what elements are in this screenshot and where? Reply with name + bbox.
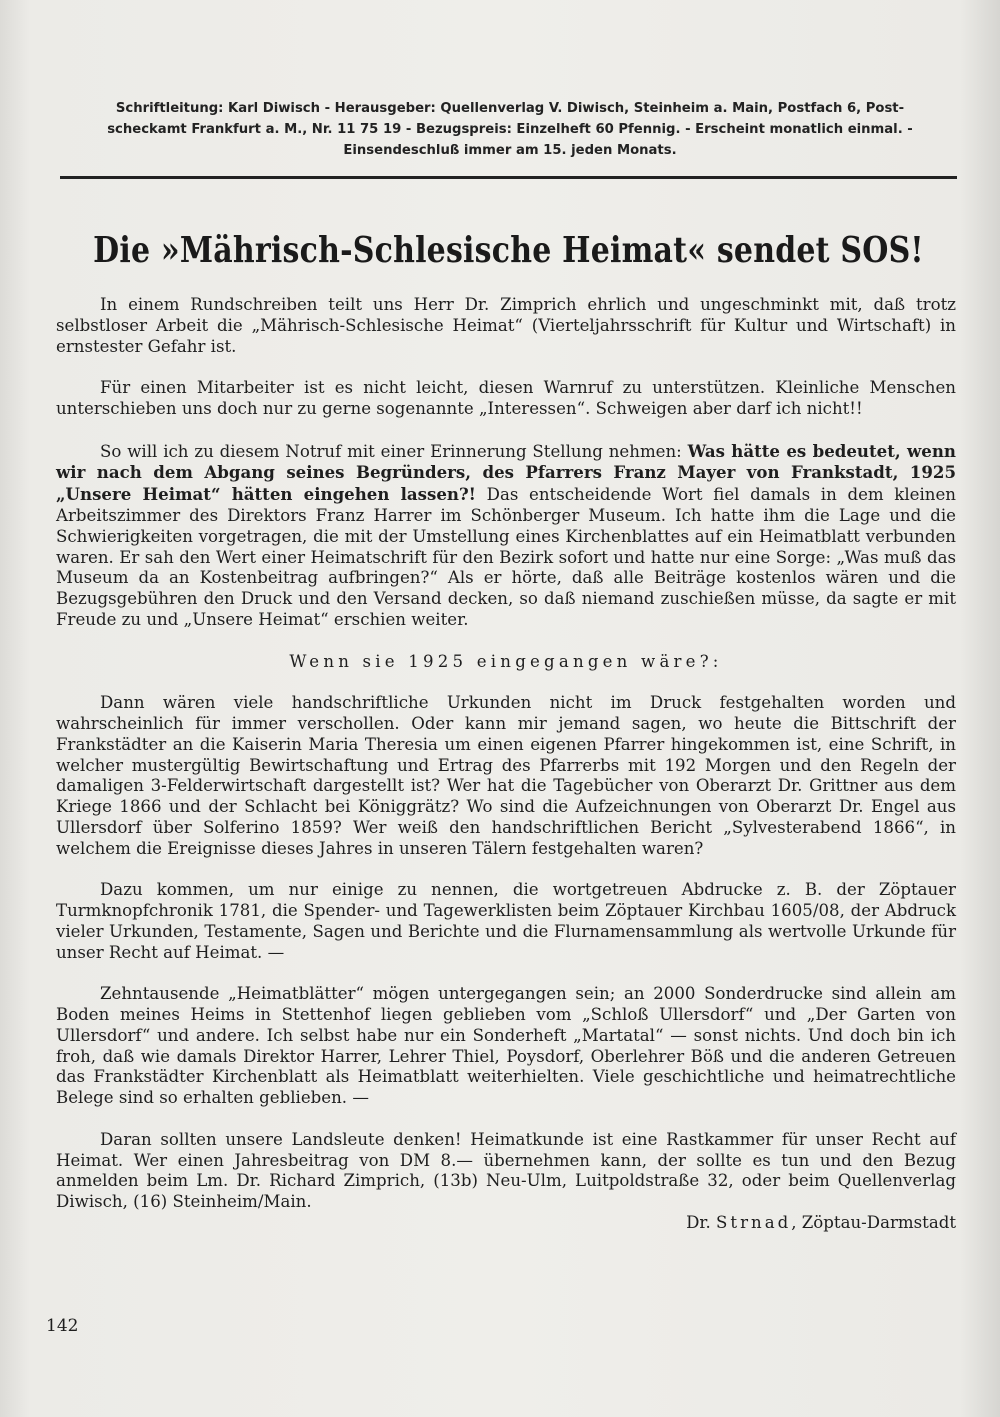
paragraph-3-end: Das entscheidende Wort fiel damals in dem kleinen Arbeitszimmer des Direktors Franz Harrer im Schönberger Museum. Ich hatte ihm die Lage und die Schwierigkeiten vorgetragen, die mit der Umstellung eines Kirchenblattes auf ein Heimatblatt verbunden waren. Er sah den Wert einer Heimatschrift für den Bezirk sofort und hatte nur eine Sorge: „Was muß das Museum da an Kostenbeitrag aufbringen?“ Als er hörte, daß alle Beiträge kostenlos wären und die Bezugsgebühren den Druck und den Versand decken, so daß niemand zuschießen müsse, da sagte er mit Freude zu und „Unsere Heimat“ erschien weiter. [56,485,956,629]
paragraph-3-start: So will ich zu diesem Notruf mit einer Erinnerung Stellung nehmen: [100,441,688,461]
masthead [60,98,960,161]
header-rule [60,176,957,179]
paragraph-4: Dann wären viele handschriftliche Urkunden nicht im Druck festgehalten worden und wahrscheinlich für immer verschollen. Oder kann mir jemand sagen, wo heute die Bittschrift der Frankstädter an die Kaiserin Maria Theresia um einen eigenen Pfarrer hingekommen ist, eine Schrift, in welcher mustergültig Bewirtschaftung und Ertrag des Pfarrerbs mit 192 Morgen und den Regeln der damaligen 3-Felderwirtschaft dargestellt ist? Wer hat die Tagebücher von Oberarzt Dr. Grittner aus dem Kriege 1866 und der Schlacht bei Königgrätz? Wo sind die Aufzeichnungen von Oberarzt Dr. Engel aus Ullersdorf über Solferino 1859? Wer weiß den handschriftlichen Bericht „Sylvesterabend 1866“, in welchem die Ereignisse dieses Jahres in unseren Tälern festgehalten waren? [56,693,956,858]
article-title: Die »Mährisch-Schlesische Heimat« sendet SOS! [93,230,924,272]
paragraph-1: In einem Rundschreiben teilt uns Herr Dr. Zimprich ehrlich und ungeschminkt mit, daß trotz selbstloser Arbeit die „Mährisch-Schlesische Heimat“ (Vierteljahrsschrift für Kultur und Wirtschaft) in ernstester Gefahr ist. [56,295,956,356]
paragraph-2: Für einen Mitarbeiter ist es nicht leicht, diesen Warnruf zu unterstützen. Kleinliche Menschen unterschieben uns doch nur zu gerne sogenannte „Interessen“. Schweigen aber darf ich nicht!! [56,378,956,418]
paragraph-5: Dazu kommen, um nur einige zu nennen, die wortgetreuen Abdrucke z. B. der Zöptauer Turmknopfchronik 1781, die Spender- und Tagewerklisten beim Zöptauer Kirchbau 1605/08, der Abdruck vieler Urkunden, Testamente, Sagen und Berichte und die Flurnamensammlung als wertvolle Urkunde für unser Recht auf Heimat. — [56,880,956,962]
article-body [56,295,956,1250]
paragraph-7: Daran sollten unsere Landsleute denken! Heimatkunde ist eine Rastkammer für unser Recht auf Heimat. Wer einen Jahresbeitrag von DM 8.— übernehmen kann, der sollte es tun und den Bezug anmelden beim Lm. Dr. Richard Zimprich, (13b) Neu-Ulm, Luitpoldstraße 32, oder beim Quellenverlag Diwisch, (16) Steinheim/Main. [56,1129,956,1212]
section-subheading: Wenn sie 1925 eingegangen wäre?: [289,651,723,671]
masthead-line-1: Schriftleitung: Karl Diwisch - Herausgeber: Quellenverlag V. Diwisch, Steinheim a. Main, Postfach 6, Post- [115,101,905,116]
masthead-line-3: Einsendeschluß immer am 15. jeden Monats. [343,143,677,158]
paragraph-3 [56,441,956,631]
signature-prefix: Dr. [686,1213,717,1233]
paragraph-3-bold: Was hätte es bedeutet, wenn wir nach dem Abgang seines Begründers, des Pfarrers Franz Mayer von Frankstadt, 1925 „Unsere Heimat“ hätten eingehen lassen?! [56,440,956,505]
signature-name: Strnad [716,1213,792,1233]
paragraph-6: Zehntausende „Heimatblätter“ mögen untergegangen sein; an 2000 Sonderdrucke sind allein am Boden meines Heims in Stettenhof liegen geblieben vom „Schloß Ullersdorf“ und „Der Garten von Ullersdorf“ und andere. Ich selbst habe nur ein Sonderheft „Martatal“ — sonst nichts. Und doch bin ich froh, daß wie damals Direktor Harrer, Lehrer Thiel, Poysdorf, Oberlehrer Böß und die anderen Getreuen das Frankstädter Kirchenblatt als Heimatblatt weiterhielten. Viele geschichtliche und heimatrechtliche Belege sind so erhalten geblieben. — [56,984,956,1108]
signature-suffix: , Zöptau-Darmstadt [791,1213,956,1233]
page-number: 142 [46,1316,79,1336]
masthead-line-2: scheckamt Frankfurt a. M., Nr. 11 75 19 - Bezugspreis: Einzelheft 60 Pfennig. - Erscheint monatlich einmal. - [107,122,913,137]
signature [56,1213,956,1234]
